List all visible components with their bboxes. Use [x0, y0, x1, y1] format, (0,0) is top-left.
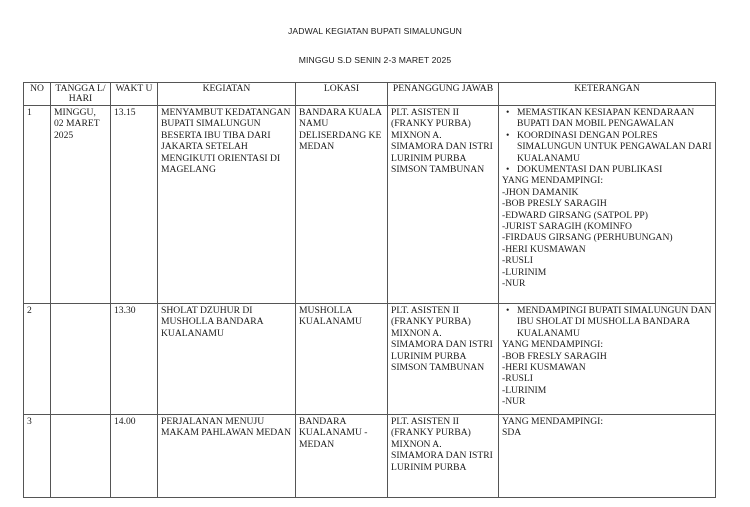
pendamping-item: -HERI KUSMAWAN: [502, 243, 586, 255]
penanggung-item: PLT. ASISTEN II (FRANKY PURBA): [391, 107, 471, 130]
pendamping-item: -EDWARD GIRSANG (SATPOL PP): [502, 209, 648, 221]
cell-waktu: 13.15: [111, 106, 158, 304]
bullet-item: • DOKUMENTASI DAN PUBLIKASI: [517, 164, 712, 175]
pendamping-item: SDA: [502, 427, 522, 439]
cell-tanggal: [51, 415, 111, 498]
cell-penanggung-jawab: [388, 106, 499, 304]
pendamping-label: YANG MENDAMPINGI:: [502, 416, 604, 427]
header-waktu: WAKT U: [111, 83, 158, 106]
bullet-item: • MEMASTIKAN KESIAPAN KENDARAAN BUPATI DAN MOBIL PENGAWALAN: [517, 107, 712, 130]
penanggung-item: MIXNON A. SIMAMORA DAN ISTRI: [391, 327, 493, 351]
cell-waktu: 14.00: [111, 415, 158, 498]
cell-no: 3: [24, 415, 51, 498]
document-subtitle: MINGGU S.D SENIN 2-3 MARET 2025: [298, 55, 452, 65]
table-row: [24, 415, 716, 498]
pendamping-item: -NUR: [502, 396, 526, 408]
cell-lokasi: BANDARA KUALANAMU - MEDAN: [296, 415, 388, 498]
pendamping-item: -HERI KUSMAWAN: [502, 362, 586, 374]
pendamping-item: -JHON DAMANIK: [502, 186, 579, 198]
header-kegiatan: KEGIATAN: [158, 83, 296, 106]
cell-tanggal: [51, 304, 111, 415]
penanggung-item: SIMSON TAMBUNAN: [391, 362, 485, 374]
cell-waktu: 13.30: [111, 304, 158, 415]
cell-keterangan: [499, 304, 716, 415]
keterangan-bullets: [502, 305, 712, 339]
table-row: [24, 304, 716, 415]
header-penanggung-jawab: PENANGGUNG JAWAB: [388, 83, 499, 106]
pendamping-item: -LURINIM: [502, 266, 547, 278]
keterangan-bullets: [502, 107, 712, 175]
penanggung-item: PLT. ASISTEN II (FRANKY PURBA): [391, 305, 471, 328]
penanggung-item: LURINIM PURBA: [391, 152, 467, 164]
pendamping-item: -BOB PRESLY SARAGIH: [502, 198, 607, 210]
pendamping-item: -BOB FRESLY SARAGIH: [502, 350, 607, 362]
pendamping-item: -JURIST SARAGIH (KOMINFO: [502, 221, 632, 233]
pendamping-label: YANG MENDAMPINGI:: [502, 339, 604, 351]
pendamping-item: -RUSLI: [502, 255, 533, 267]
cell-penanggung-jawab: [388, 304, 499, 415]
table-header-row: [24, 83, 716, 106]
pendamping-item: -FIRDAUS GIRSANG (PERHUBUNGAN): [502, 232, 673, 244]
cell-tanggal: MINGGU, 02 MARET 2025: [51, 106, 111, 304]
cell-penanggung-jawab: [388, 415, 499, 498]
header-lokasi: LOKASI: [296, 83, 388, 106]
pendamping-item: -LURINIM: [502, 384, 547, 396]
cell-no: 2: [24, 304, 51, 415]
bullet-item: • KOORDINASI DENGAN POLRES SIMALUNGUN UNTUK PENGAWALAN DARI KUALANAMU: [517, 130, 712, 164]
table-row: [24, 106, 716, 304]
pendamping-item: -NUR: [502, 278, 526, 290]
cell-no: 1: [24, 106, 51, 304]
header-no: NO: [24, 83, 51, 106]
cell-keterangan: [499, 106, 716, 304]
cell-lokasi: MUSHOLLA KUALANAMU: [296, 304, 388, 415]
penanggung-item: SIMSON TAMBUNAN: [391, 164, 485, 176]
schedule-table: [23, 82, 716, 498]
penanggung-item: LURINIM PURBA: [391, 350, 467, 362]
document-title: JADWAL KEGIATAN BUPATI SIMALUNGUN: [288, 26, 462, 36]
pendamping-label: YANG MENDAMPINGI:: [502, 175, 604, 187]
cell-kegiatan: SHOLAT DZUHUR DI MUSHOLLA BANDARA KUALANAMU: [158, 304, 296, 415]
penanggung-item: MIXNON A. SIMAMORA DAN ISTRI: [391, 129, 493, 153]
header-tanggal: TANGGA L/ HARI: [51, 83, 111, 106]
pendamping-item: -RUSLI: [502, 373, 533, 385]
cell-keterangan: [499, 415, 716, 498]
cell-kegiatan: PERJALANAN MENUJU MAKAM PAHLAWAN MEDAN: [158, 415, 296, 498]
cell-kegiatan: MENYAMBUT KEDATANGAN BUPATI SIMALUNGUN BESERTA IBU TIBA DARI JAKARTA SETELAH MENGIKUTI ORIENTASI DI MAGELANG: [158, 106, 296, 304]
penanggung-item: MIXNON A. SIMAMORA DAN ISTRI: [391, 438, 493, 462]
penanggung-item: LURINIM PURBA: [391, 461, 467, 473]
bullet-item: • MENDAMPINGI BUPATI SIMALUNGUN DAN IBU SHOLAT DI MUSHOLLA BANDARA KUALANAMU: [517, 305, 712, 339]
header-keterangan: KETERANGAN: [499, 83, 716, 106]
penanggung-item: PLT. ASISTEN II (FRANKY PURBA): [391, 416, 471, 439]
cell-lokasi: BANDARA KUALA NAMU DELISERDANG KE MEDAN: [296, 106, 388, 304]
